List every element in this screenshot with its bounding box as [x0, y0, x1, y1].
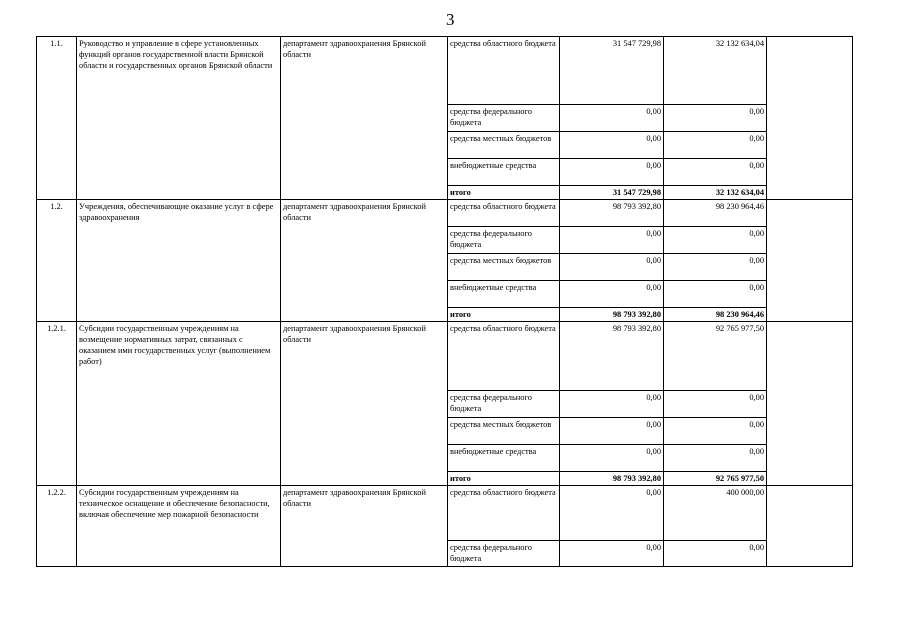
source-value-1: 0,00 [560, 445, 664, 472]
table-row [37, 322, 853, 391]
table-row [37, 200, 853, 227]
total-value-2: 98 230 964,46 [664, 308, 767, 322]
empty-cell [767, 200, 853, 322]
source-value-1: 98 793 392,80 [560, 322, 664, 391]
source-label: средства местных бюджетов [448, 254, 560, 281]
source-value-2: 0,00 [664, 391, 767, 418]
source-label: средства федерального бюджета [448, 391, 560, 418]
source-label: средства федерального бюджета [448, 227, 560, 254]
row-code: 1.1. [37, 37, 77, 200]
total-value-1: 98 793 392,80 [560, 472, 664, 486]
total-label: итого [448, 186, 560, 200]
empty-cell [767, 37, 853, 200]
row-name: Руководство и управление в сфере установленных функций органов государственной власти Брянской области и государственных органов Брянской области [77, 37, 281, 200]
source-label: средства областного бюджета [448, 486, 560, 541]
empty-cell [767, 322, 853, 486]
source-label: внебюджетные средства [448, 281, 560, 308]
source-label: средства местных бюджетов [448, 418, 560, 445]
total-label: итого [448, 308, 560, 322]
source-value-2: 0,00 [664, 445, 767, 472]
source-label: средства областного бюджета [448, 37, 560, 105]
source-value-2: 0,00 [664, 418, 767, 445]
source-value-2: 0,00 [664, 159, 767, 186]
source-value-1: 0,00 [560, 105, 664, 132]
source-label: средства местных бюджетов [448, 132, 560, 159]
source-value-1: 31 547 729,98 [560, 37, 664, 105]
source-value-2: 0,00 [664, 105, 767, 132]
source-value-1: 0,00 [560, 391, 664, 418]
row-executor: департамент здравоохранения Брянской области [281, 486, 448, 567]
source-value-1: 0,00 [560, 486, 664, 541]
total-label: итого [448, 472, 560, 486]
source-value-2: 98 230 964,46 [664, 200, 767, 227]
source-value-2: 32 132 634,04 [664, 37, 767, 105]
source-value-1: 98 793 392,80 [560, 200, 664, 227]
source-value-1: 0,00 [560, 418, 664, 445]
total-value-2: 92 765 977,50 [664, 472, 767, 486]
source-label: средства областного бюджета [448, 200, 560, 227]
source-value-2: 0,00 [664, 227, 767, 254]
total-value-1: 98 793 392,80 [560, 308, 664, 322]
source-value-2: 0,00 [664, 254, 767, 281]
source-value-1: 0,00 [560, 541, 664, 567]
source-value-2: 400 000,00 [664, 486, 767, 541]
source-value-2: 92 765 977,50 [664, 322, 767, 391]
row-code: 1.2.2. [37, 486, 77, 567]
row-name: Субсидии государственным учреждениям на техническое оснащение и обеспечение безопасности, включая обеспечение мер пожарной безопасности [77, 486, 281, 567]
source-value-1: 0,00 [560, 132, 664, 159]
source-label: средства областного бюджета [448, 322, 560, 391]
empty-cell [767, 486, 853, 567]
source-value-1: 0,00 [560, 254, 664, 281]
total-value-2: 32 132 634,04 [664, 186, 767, 200]
row-executor: департамент здравоохранения Брянской области [281, 200, 448, 322]
source-value-2: 0,00 [664, 132, 767, 159]
page-number: 3 [446, 10, 455, 29]
source-value-2: 0,00 [664, 541, 767, 567]
row-executor: департамент здравоохранения Брянской области [281, 322, 448, 486]
table-row [37, 37, 853, 105]
source-label: внебюджетные средства [448, 159, 560, 186]
budget-table [36, 36, 853, 567]
source-value-1: 0,00 [560, 159, 664, 186]
source-value-2: 0,00 [664, 281, 767, 308]
row-executor: департамент здравоохранения Брянской области [281, 37, 448, 200]
row-name: Субсидии государственным учреждениям на возмещение нормативных затрат, связанных с оказанием ими государственных услуг (выполнением работ) [77, 322, 281, 486]
source-value-1: 0,00 [560, 227, 664, 254]
source-label: средства федерального бюджета [448, 105, 560, 132]
source-label: внебюджетные средства [448, 445, 560, 472]
source-value-1: 0,00 [560, 281, 664, 308]
row-code: 1.2.1. [37, 322, 77, 486]
table-row [37, 486, 853, 541]
total-value-1: 31 547 729,98 [560, 186, 664, 200]
row-name: Учреждения, обеспечивающие оказание услуг в сфере здравоохранения [77, 200, 281, 322]
source-label: средства федерального бюджета [448, 541, 560, 567]
row-code: 1.2. [37, 200, 77, 322]
